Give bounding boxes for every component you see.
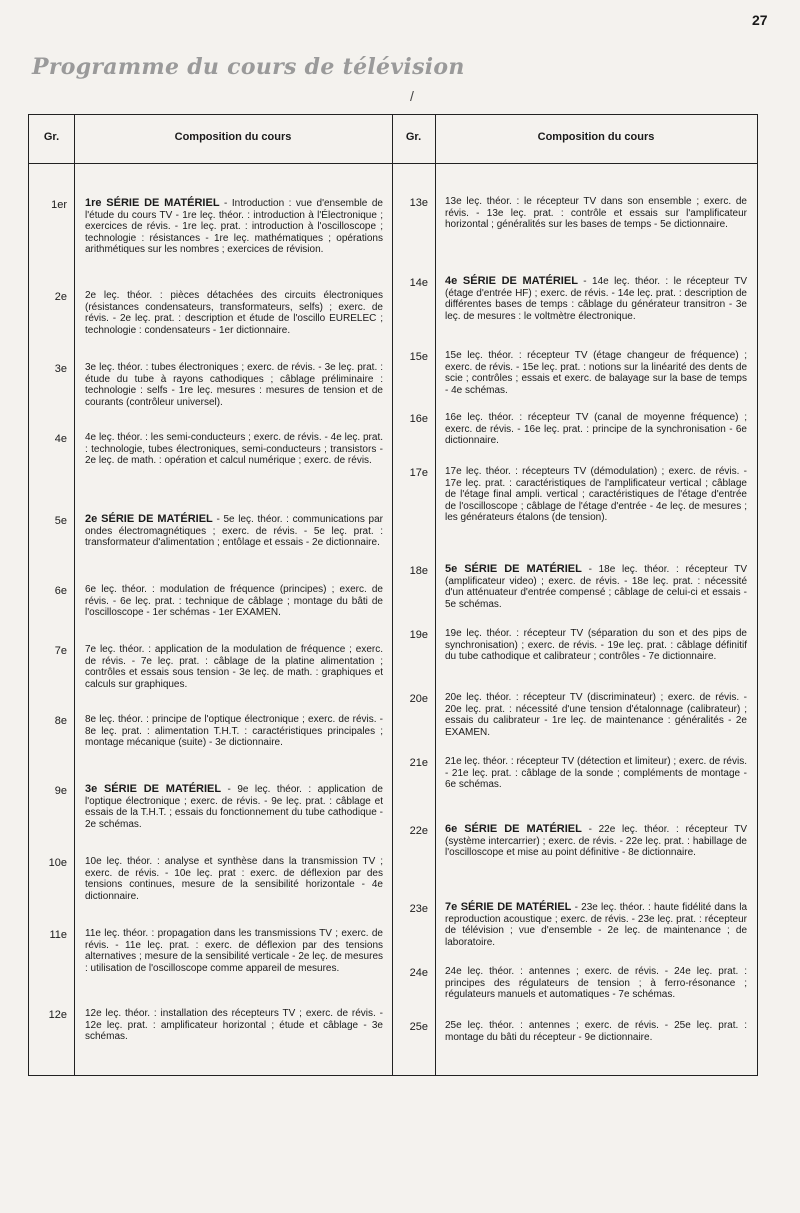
group-number: 1er bbox=[51, 199, 67, 211]
course-entry-text: - 23e leç. théor. : haute fidélité dans la reproduction acoustique ; exerc. de révis. - 23e leç. prat. : récepteur de télévision ; vue d'ensemble - 2e leç. de maintenance ; de laboratoire. bbox=[445, 902, 747, 948]
course-entry bbox=[85, 644, 383, 690]
course-entry bbox=[445, 756, 747, 791]
course-entry bbox=[445, 466, 747, 524]
course-entry bbox=[85, 784, 383, 830]
course-entry bbox=[445, 902, 747, 948]
left-gr-header: Gr. bbox=[43, 131, 60, 143]
group-number: 15e bbox=[409, 351, 428, 363]
group-number: 4e bbox=[54, 433, 67, 445]
material-series-label: 5e SÉRIE DE MATÉRIEL bbox=[445, 563, 582, 575]
course-entry bbox=[445, 412, 747, 447]
course-entry-text: 15e leç. théor. : récepteur TV (étage changeur de fréquence) ; exerc. de révis. - 15e leç. prat. : notions sur la linéarité des dents de scie ; contrôles ; essais et exerc. de balayage sur la base de temps - 4e schémas. bbox=[445, 350, 747, 396]
group-number: 18e bbox=[409, 565, 428, 577]
course-entry-text: 8e leç. théor. : principe de l'optique électronique ; exerc. de révis. - 8e leç. prat. : alimentation T.H.T. : caractéristiques principales ; montage mécanique (suite) - 3e dictionnaire. bbox=[85, 714, 383, 748]
course-entry bbox=[445, 824, 747, 859]
material-series-label: 4e SÉRIE DE MATÉRIEL bbox=[445, 275, 578, 287]
course-entry-text: 7e leç. théor. : application de la modulation de fréquence ; exerc. de révis. - 7e leç. prat. : câblage de la platine alimentation ; contrôles et essais sous tension - 3e leç. de math. : graphiques et calculs sur graphiques. bbox=[85, 644, 383, 690]
group-number: 16e bbox=[409, 413, 428, 425]
group-number: 10e bbox=[48, 857, 67, 869]
course-entry-text: 16e leç. théor. : récepteur TV (canal de moyenne fréquence) ; exerc. de révis. - 16e leç. prat. : principe de la synchronisation - 6e dictionnaire. bbox=[445, 412, 747, 446]
group-number: 9e bbox=[54, 785, 67, 797]
group-number: 14e bbox=[409, 277, 428, 289]
course-entry bbox=[85, 432, 383, 467]
header-rule bbox=[29, 163, 757, 164]
group-number: 3e bbox=[54, 363, 67, 375]
group-number: 21e bbox=[409, 757, 428, 769]
course-entry-text: 24e leç. théor. : antennes ; exerc. de révis. - 24e leç. prat. : principes des régulateurs de tension ; à ferro-résonance ; régulateurs manuels et automatiques - 7e schémas. bbox=[445, 966, 747, 1000]
course-entry-text: 3e leç. théor. : tubes électroniques ; exerc. de révis. - 3e leç. prat. : étude du tube à rayons cathodiques ; câblage préliminaire : technologie : selfs - 1re leç. mesures : mesures de tension et de courants (contrôleur universel). bbox=[85, 362, 383, 408]
course-entry-text: - 14e leç. théor. : le récepteur TV (étage d'entrée HF) ; exerc. de révis. - 14e leç. prat. : description de différentes bases de temps : câblage du générateur transitron - 3e leç. de mesures : le voltmètre électronique. bbox=[445, 276, 747, 322]
course-entry-text: 2e leç. théor. : pièces détachées des circuits électroniques (résistances condensateurs, transformateurs, selfs) ; exerc. de révis. - 2e leç. prat. : description et étude de l'oscillo EURELEC ; technologie : condensateurs - 1er dictionnaire. bbox=[85, 290, 383, 336]
course-entry bbox=[85, 1008, 383, 1043]
group-number: 24e bbox=[409, 967, 428, 979]
course-entry bbox=[445, 564, 747, 610]
left-content-header: Composition du cours bbox=[174, 131, 292, 143]
course-entry bbox=[445, 196, 747, 231]
material-series-label: 6e SÉRIE DE MATÉRIEL bbox=[445, 823, 582, 835]
course-entry-text: 6e leç. théor. : modulation de fréquence (principes) ; exerc. de révis. - 6e leç. prat. : technique de câblage ; montage du bâti de l'oscilloscope - 1er schémas - 1er EXAMEN. bbox=[85, 584, 383, 618]
course-entry bbox=[85, 290, 383, 336]
course-entry-text: 11e leç. théor. : propagation dans les transmissions TV ; exerc. de révis. - 11e leç. prat. : exerc. de déflexion par des tensions alternatives ; mesure de la sensibilité verticale - 2e leç. de mesures : utilisation de l'oscilloscope comme appareil de mesures. bbox=[85, 928, 383, 974]
course-entry-text: 12e leç. théor. : installation des récepteurs TV ; exerc. de révis. - 12e leç. prat. : amplificateur horizontal ; étude et câblage - 3e schémas. bbox=[85, 1008, 383, 1042]
divider-right-gr bbox=[435, 115, 436, 1075]
group-number: 20e bbox=[409, 693, 428, 705]
material-series-label: 3e SÉRIE DE MATÉRIEL bbox=[85, 783, 222, 795]
divider-center bbox=[392, 115, 393, 1075]
group-number: 5e bbox=[54, 515, 67, 527]
course-entry bbox=[85, 714, 383, 749]
course-entry-text: 17e leç. théor. : récepteurs TV (démodulation) ; exerc. de révis. - 17e leç. prat. : caractéristiques de l'amplificateur vertical ; câblage de l'étage final ampli. vertical ; caractéristiques de l'étage d'entrée de l'oscilloscope ; câblage de l'étage d'entrée - 4e leç. de mesures ; les générateurs étalons (de tension). bbox=[445, 466, 747, 523]
group-number: 22e bbox=[409, 825, 428, 837]
course-entry bbox=[445, 276, 747, 322]
course-entry bbox=[85, 928, 383, 974]
course-entry bbox=[445, 628, 747, 663]
course-entry-text: 19e leç. théor. : récepteur TV (séparation du son et des pips de synchronisation) ; exerc. de révis. - 19e leç. prat. : câblage définitif du tube cathodique et calibrateur ; contrôles - 7e dictionnaire. bbox=[445, 628, 747, 662]
course-entry-text: 21e leç. théor. : récepteur TV (détection et limiteur) ; exerc. de révis. - 21e leç. prat. : câblage de la sonde ; compléments de montage - 6e schémas. bbox=[445, 756, 747, 790]
course-entry bbox=[85, 362, 383, 408]
course-entry bbox=[85, 198, 383, 256]
course-entry bbox=[85, 514, 383, 549]
group-number: 6e bbox=[54, 585, 67, 597]
course-entry bbox=[445, 350, 747, 396]
group-number: 13e bbox=[409, 197, 428, 209]
course-entry-text: - 9e leç. théor. : application de l'optique électronique ; exerc. de révis. - 9e leç. prat. : câblage et essais de la T.H.T. ; essais du fonctionnement du tube cathodique - 2e schémas. bbox=[85, 784, 383, 830]
course-entry-text: - Introduction : vue d'ensemble de l'étude du cours TV - 1re leç. théor. : introduction à l'Électronique ; exercices de révis. - 1re leç. prat. : introduction à l'oscilloscope ; technologie : résistances - 1re leç. mathématiques ; opérations arithmétiques sur les nombres ; exercices de révision. bbox=[85, 198, 383, 255]
course-entry bbox=[445, 692, 747, 738]
course-entry bbox=[445, 1020, 747, 1043]
material-series-label: 1re SÉRIE DE MATÉRIEL bbox=[85, 197, 220, 209]
course-entry-text: - 5e leç. théor. : communications par ondes électromagnétiques ; exerc. de révis. - 5e leç. prat. : transformateur d'alimentation ; entôlage et essais - 2e dictionnaire. bbox=[85, 514, 383, 548]
course-entry-text: - 18e leç. théor. : récepteur TV (amplificateur video) ; exerc. de révis. - 18e leç. prat. : nécessité d'un atténuateur d'entrée compensé ; câblage de celui-ci et essais - 5e schémas. bbox=[445, 564, 747, 610]
course-entry-text: 25e leç. théor. : antennes ; exerc. de révis. - 25e leç. prat. : montage du bâti du récepteur - 9e dictionnaire. bbox=[445, 1020, 747, 1043]
course-entry bbox=[85, 584, 383, 619]
group-number: 7e bbox=[54, 645, 67, 657]
page-number: 27 bbox=[752, 12, 768, 28]
material-series-label: 2e SÉRIE DE MATÉRIEL bbox=[85, 513, 213, 525]
group-number: 17e bbox=[409, 467, 428, 479]
material-series-label: 7e SÉRIE DE MATÉRIEL bbox=[445, 901, 572, 913]
course-entry-text: 10e leç. théor. : analyse et synthèse dans la transmission TV ; exerc. de révis. - 10e leç. prat : exerc. de déflexion par des tensions continues, mesure de la sensibilité horizontale - 4e dictionnaire. bbox=[85, 856, 383, 902]
course-table bbox=[28, 114, 758, 1076]
group-number: 12e bbox=[48, 1009, 67, 1021]
right-content-header: Composition du cours bbox=[537, 131, 655, 143]
course-entry-text: - 22e leç. théor. : récepteur TV (système intercarrier) ; exerc. de révis. - 22e leç. prat. : habillage de l'oscilloscope et mise au point définitive - 8e dictionnaire. bbox=[445, 824, 747, 858]
group-number: 23e bbox=[409, 903, 428, 915]
right-gr-header: Gr. bbox=[405, 131, 422, 143]
course-entry-text: 4e leç. théor. : les semi-conducteurs ; exerc. de révis. - 4e leç. prat. : technologie, tubes électroniques, semi-conducteurs ; transistors - 2e leç. de math. : opération et calcul numérique ; exerc. de révis. bbox=[85, 432, 383, 466]
group-number: 8e bbox=[54, 715, 67, 727]
pencil-mark: / bbox=[410, 88, 414, 104]
course-entry-text: 20e leç. théor. : récepteur TV (discriminateur) ; exerc. de révis. - 20e leç. prat. : nécessité d'une tension d'étalonnage (calibrateur) ; essais du calibrateur - 1re leç. de maintenance : généralités - 2e EXAMEN. bbox=[445, 692, 747, 738]
group-number: 25e bbox=[409, 1021, 428, 1033]
group-number: 19e bbox=[409, 629, 428, 641]
course-entry-text: 13e leç. théor. : le récepteur TV dans son ensemble ; exerc. de révis. - 13e leç. prat. : contrôle et essais sur l'amplificateur horizontal ; généralités sur les bases de temps - 5e dictionnaire. bbox=[445, 196, 747, 230]
page-title: Programme du cours de télévision bbox=[32, 54, 465, 80]
group-number: 11e bbox=[49, 929, 67, 941]
group-number: 2e bbox=[54, 291, 67, 303]
divider-left-gr bbox=[74, 115, 75, 1075]
course-entry bbox=[85, 856, 383, 902]
course-entry bbox=[445, 966, 747, 1001]
